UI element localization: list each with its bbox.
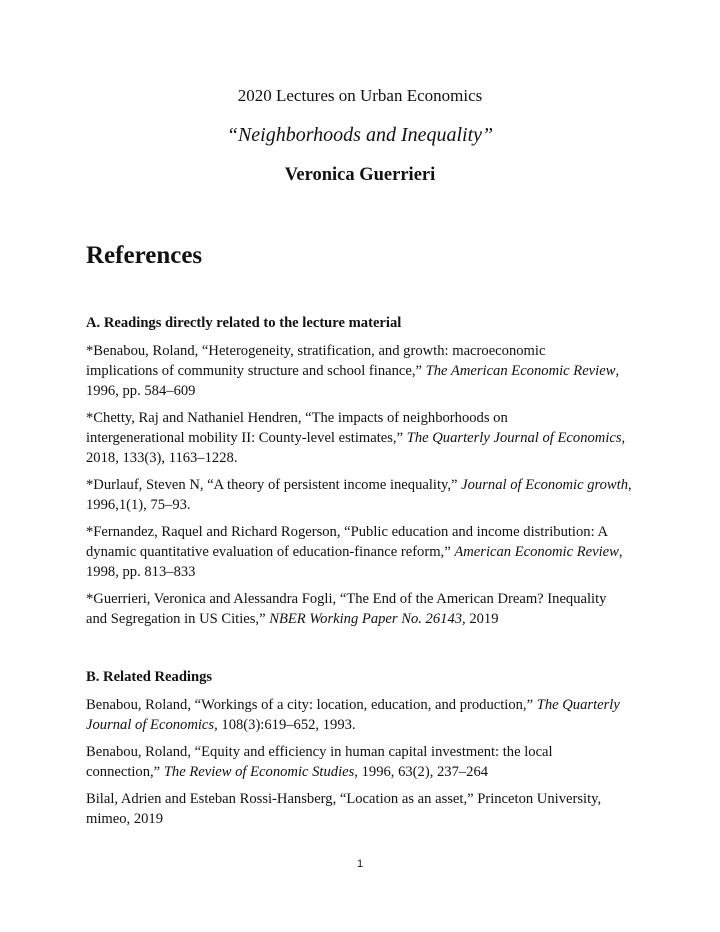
journal-name: The American Economic Review <box>425 363 616 379</box>
reference-item: *Benabou, Roland, “Heterogeneity, stratification, and growth: macroeconomic implications of community structure and school finance,” The American Economic Review, 1996, pp. 584–609 <box>86 343 620 399</box>
reference-item: Benabou, Roland, “Equity and efficiency in human capital investment: the local connection,” The Review of Economic Studies, 1996, 63(2), 237–264 <box>86 744 553 780</box>
journal-name: Journal of Economics <box>86 717 215 733</box>
journal-name: The Quarterly <box>536 697 620 713</box>
reference-item: *Durlauf, Steven N, “A theory of persistent income inequality,” Journal of Economic growth, 1996,1(1), 75–93. <box>86 477 632 513</box>
reference-item: *Guerrieri, Veronica and Alessandra Fogli, “The End of the American Dream? Inequality and Segregation in US Cities,” NBER Working Paper No. 26143, 2019 <box>86 591 607 627</box>
references-heading: References <box>86 242 203 269</box>
journal-name: Journal of Economic growth <box>461 477 629 493</box>
reference-item: *Chetty, Raj and Nathaniel Hendren, “The impacts of neighborhoods on intergenerational mobility II: County-level estimates,” The Quarterly Journal of Economics, 2018, 133(3), 1163–1228. <box>86 410 626 466</box>
section-a <box>86 314 638 636</box>
journal-name: The Quarterly Journal of Economics <box>406 430 622 446</box>
section-b-heading: B. Related Readings <box>86 669 213 685</box>
reference-item: Bilal, Adrien and Esteban Rossi-Hansberg, “Location as an asset,” Princeton University, mimeo, 2019 <box>86 791 602 827</box>
journal-name: American Economic Review <box>454 544 619 560</box>
journal-name: The Review of Economic Studies <box>163 764 355 780</box>
section-b <box>86 668 638 836</box>
page-number: 1 <box>356 858 364 870</box>
section-a-heading: A. Readings directly related to the lecture material <box>86 315 402 331</box>
lecturer-name: Veronica Guerrieri <box>284 165 436 185</box>
reference-item: Benabou, Roland, “Workings of a city: location, education, and production,” The Quarterly Journal of Economics, 108(3):619–652, 1993. <box>86 697 620 733</box>
lecture-title: “Neighborhoods and Inequality” <box>226 124 494 146</box>
journal-name: NBER Working Paper No. 26143, <box>269 611 466 627</box>
lecture-series: 2020 Lectures on Urban Economics <box>237 86 483 105</box>
reference-item: *Fernandez, Raquel and Richard Rogerson, “Public education and income distribution: A dynamic quantitative evaluation of education-finance reform,” American Economic Review, 1998, pp. 813–833 <box>86 524 623 580</box>
